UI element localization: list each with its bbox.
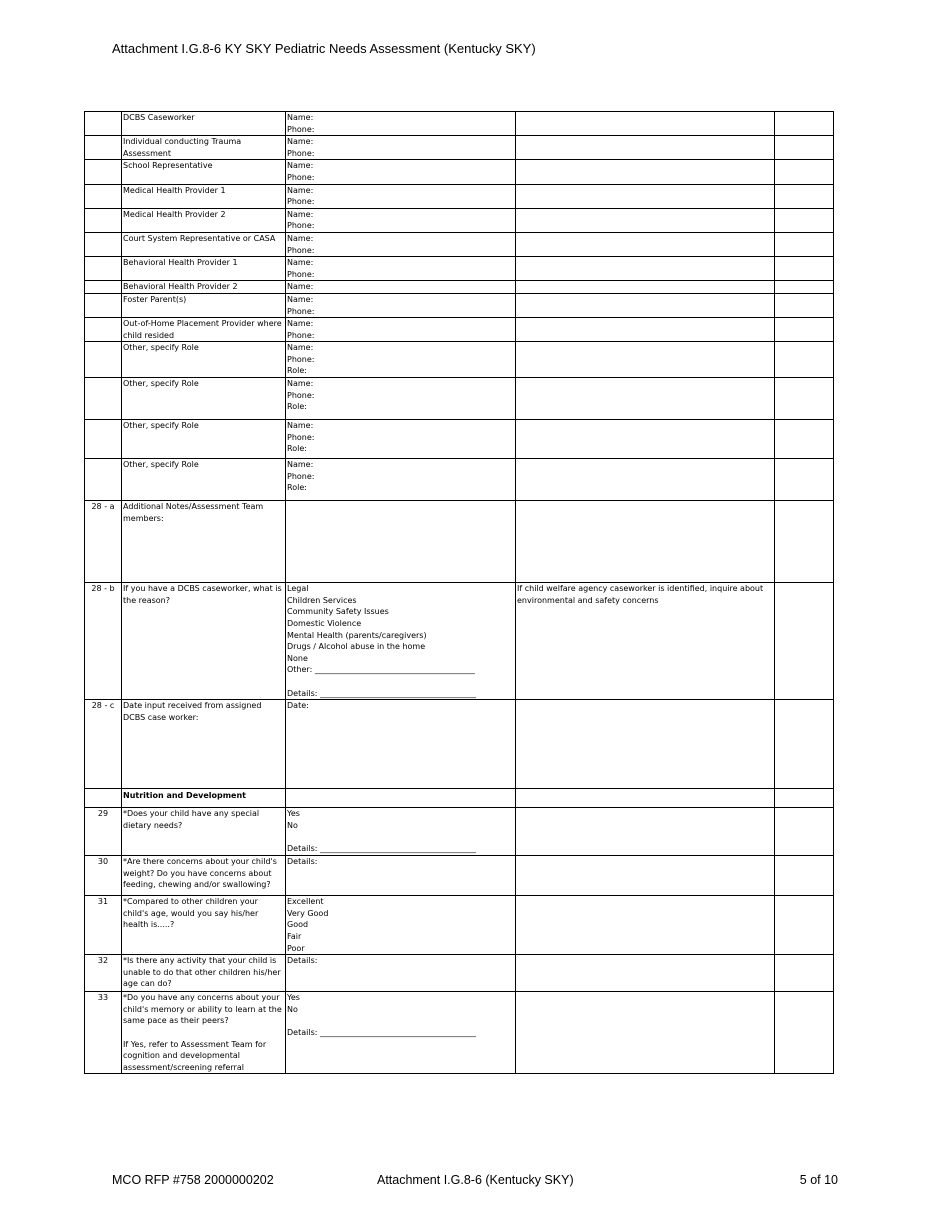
table-row: [85, 208, 834, 232]
table-row: [85, 257, 834, 281]
assessment-table: [84, 111, 834, 1074]
response-fields: [286, 342, 516, 378]
table-row: [85, 992, 834, 1074]
table-row: [85, 583, 834, 700]
extra-column: [775, 583, 834, 700]
response-fields: [286, 293, 516, 317]
response-field[interactable]: Name:: [287, 460, 314, 470]
response-field[interactable]: Name:: [287, 319, 314, 329]
response-fields: [286, 856, 516, 896]
response-field[interactable]: Phone:: [287, 148, 315, 158]
guidance-notes: [516, 318, 775, 342]
extra-column: [775, 501, 834, 583]
guidance-notes: [516, 955, 775, 992]
footer-page-number: 5 of 10: [799, 1173, 838, 1187]
question-label: Behavioral Health Provider 2: [122, 281, 286, 294]
guidance-notes: [516, 896, 775, 955]
table-row: [85, 160, 834, 184]
extra-column: [775, 208, 834, 232]
response-fields: [286, 136, 516, 160]
response-fields: [286, 257, 516, 281]
response-field[interactable]: [287, 676, 514, 688]
extra-column: [775, 459, 834, 501]
response-field[interactable]: Excellent: [287, 897, 324, 907]
extra-column: [775, 281, 834, 294]
response-field[interactable]: Details: _______________________________________: [287, 844, 476, 854]
question-label: Other, specify Role: [122, 378, 286, 420]
response-fields: [286, 700, 516, 789]
response-field[interactable]: Date:: [287, 701, 309, 711]
response-field[interactable]: Details:: [287, 956, 318, 966]
response-field[interactable]: Details: _______________________________________: [287, 1028, 476, 1038]
question-label: *Is there any activity that your child is unable to do that other children his/her age can do?: [122, 955, 286, 992]
table-row: [85, 420, 834, 459]
question-label: Individual conducting Trauma Assessment: [122, 136, 286, 160]
extra-column: [775, 992, 834, 1074]
guidance-notes: [516, 808, 775, 856]
response-fields: [286, 281, 516, 294]
extra-column: [775, 160, 834, 184]
guidance-notes: [516, 378, 775, 420]
section-title-text: Nutrition and Development: [123, 791, 247, 801]
question-number: [85, 342, 122, 378]
question-label: *Do you have any concerns about your child's memory or ability to learn at the same pace as their peers? If Yes, refer to Assessment Team for cognition and developmental assessment/screening referral: [122, 992, 286, 1074]
section-title: [122, 789, 286, 808]
response-field[interactable]: Legal: [287, 584, 309, 594]
question-label: DCBS Caseworker: [122, 112, 286, 136]
question-number: 31: [85, 896, 122, 955]
extra-column: [775, 232, 834, 256]
extra-column: [775, 700, 834, 789]
question-number: [85, 378, 122, 420]
section-header-row: [85, 789, 834, 808]
question-label: Other, specify Role: [122, 342, 286, 378]
response-field[interactable]: Role:: [287, 444, 307, 454]
response-field[interactable]: Phone:: [287, 354, 315, 364]
question-number: 28 - a: [85, 501, 122, 583]
response-field[interactable]: Very Good: [287, 908, 329, 918]
response-field[interactable]: Phone:: [287, 471, 315, 481]
response-field[interactable]: No: [287, 820, 298, 830]
question-label: Other, specify Role: [122, 420, 286, 459]
table-row: [85, 501, 834, 583]
response-fields: [286, 955, 516, 992]
guidance-notes: [516, 700, 775, 789]
question-number: 30: [85, 856, 122, 896]
question-label: Date input received from assigned DCBS case worker:: [122, 700, 286, 789]
guidance-notes: If child welfare agency caseworker is identified, inquire about environmental and safety concerns: [516, 583, 775, 700]
question-number: 28 - b: [85, 583, 122, 700]
question-number: [85, 281, 122, 294]
table-row: [85, 808, 834, 856]
response-field[interactable]: Name:: [287, 282, 314, 292]
question-number: 29: [85, 808, 122, 856]
question-number: [85, 459, 122, 501]
table-row: [85, 342, 834, 378]
extra-column: [775, 318, 834, 342]
question-label: If you have a DCBS caseworker, what is the reason?: [122, 583, 286, 700]
response-fields: [286, 992, 516, 1074]
response-field[interactable]: Drugs / Alcohol abuse in the home: [287, 642, 426, 652]
guidance-notes: [516, 992, 775, 1074]
question-number: 28 - c: [85, 700, 122, 789]
extra-column: [775, 184, 834, 208]
question-label: Court System Representative or CASA: [122, 232, 286, 256]
extra-column: [775, 112, 834, 136]
question-label: *Compared to other children your child's age, would you say his/her health is.....?: [122, 896, 286, 955]
table-row: [85, 136, 834, 160]
question-label: *Does your child have any special dietary needs?: [122, 808, 286, 856]
guidance-notes: [516, 501, 775, 583]
response-field[interactable]: Phone:: [287, 306, 315, 316]
response-field[interactable]: Name:: [287, 137, 314, 147]
guidance-notes: [516, 112, 775, 136]
guidance-notes: [516, 232, 775, 256]
response-field[interactable]: Phone:: [287, 432, 315, 442]
extra-column: [775, 257, 834, 281]
table-row: [85, 378, 834, 420]
response-field[interactable]: Name:: [287, 209, 314, 219]
question-number: 32: [85, 955, 122, 992]
response-field[interactable]: Other: ________________________________________: [287, 665, 475, 675]
footer-rfp: MCO RFP #758 2000000202: [112, 1173, 274, 1187]
response-fields: [286, 583, 516, 700]
table-row: [85, 281, 834, 294]
table-row: [85, 232, 834, 256]
table-row: [85, 184, 834, 208]
guidance-notes: [516, 257, 775, 281]
question-number: 33: [85, 992, 122, 1074]
question-label: Additional Notes/Assessment Team members:: [122, 501, 286, 583]
question-number: [85, 232, 122, 256]
response-fields: [286, 232, 516, 256]
response-field[interactable]: Phone:: [287, 221, 315, 231]
response-field[interactable]: Details: _______________________________________: [287, 688, 476, 698]
question-number: [85, 789, 122, 808]
table-row: [85, 700, 834, 789]
response-fields: [286, 459, 516, 501]
response-fields: [286, 808, 516, 856]
guidance-notes: [516, 856, 775, 896]
guidance-notes: [516, 293, 775, 317]
guidance-notes: [516, 184, 775, 208]
extra-column: [775, 293, 834, 317]
table-row: [85, 856, 834, 896]
response-field[interactable]: Name:: [287, 294, 314, 304]
question-number: [85, 318, 122, 342]
response-field[interactable]: [287, 1015, 514, 1027]
response-field[interactable]: Children Services: [287, 595, 357, 605]
table-row: [85, 896, 834, 955]
response-fields: [286, 378, 516, 420]
response-field[interactable]: Phone:: [287, 330, 315, 340]
response-fields: [286, 896, 516, 955]
response-field[interactable]: Phone:: [287, 390, 315, 400]
response-fields: [286, 160, 516, 184]
question-label: School Representative: [122, 160, 286, 184]
response-field[interactable]: Phone:: [287, 269, 315, 279]
response-field[interactable]: Role:: [287, 402, 307, 412]
response-fields: [286, 318, 516, 342]
response-fields: [286, 208, 516, 232]
response-field[interactable]: [287, 831, 514, 843]
response-field[interactable]: Name:: [287, 113, 314, 122]
response-field[interactable]: Name:: [287, 343, 314, 353]
response-field[interactable]: Role:: [287, 366, 307, 376]
guidance-notes: [516, 160, 775, 184]
response-field[interactable]: Phone:: [287, 172, 315, 182]
question-number: [85, 208, 122, 232]
question-label: Out-of-Home Placement Provider where child resided: [122, 318, 286, 342]
guidance-notes: [516, 789, 775, 808]
response-field[interactable]: None: [287, 653, 308, 663]
response-field[interactable]: Name:: [287, 233, 314, 243]
response-fields: [286, 112, 516, 136]
response-field[interactable]: Phone:: [287, 245, 315, 255]
extra-column: [775, 136, 834, 160]
response-field[interactable]: Name:: [287, 185, 314, 195]
extra-column: [775, 378, 834, 420]
extra-column: [775, 955, 834, 992]
extra-column: [775, 808, 834, 856]
response-field[interactable]: Yes: [287, 809, 300, 819]
response-field[interactable]: Name:: [287, 379, 314, 389]
guidance-notes: [516, 420, 775, 459]
response-field[interactable]: Role:: [287, 483, 307, 493]
response-field[interactable]: Yes: [287, 993, 300, 1003]
response-field[interactable]: Community Safety Issues: [287, 607, 389, 617]
question-number: [85, 136, 122, 160]
response-field[interactable]: Domestic Violence: [287, 619, 362, 629]
response-field[interactable]: Name:: [287, 258, 314, 268]
question-label: Medical Health Provider 1: [122, 184, 286, 208]
response-field[interactable]: No: [287, 1004, 298, 1014]
response-field[interactable]: Mental Health (parents/caregivers): [287, 630, 427, 640]
response-field[interactable]: Good: [287, 920, 309, 930]
response-field[interactable]: Phone:: [287, 124, 315, 134]
guidance-notes: [516, 136, 775, 160]
question-label: Behavioral Health Provider 1: [122, 257, 286, 281]
response-field[interactable]: Poor: [287, 943, 305, 953]
table-row: [85, 955, 834, 992]
response-fields: [286, 789, 516, 808]
extra-column: [775, 856, 834, 896]
response-fields: [286, 420, 516, 459]
response-field[interactable]: Details:: [287, 857, 318, 867]
extra-column: [775, 896, 834, 955]
response-field[interactable]: Phone:: [287, 197, 315, 207]
response-field[interactable]: Fair: [287, 932, 302, 942]
question-label: *Are there concerns about your child's weight? Do you have concerns about feeding, chewing and/or swallowing?: [122, 856, 286, 896]
guidance-notes: [516, 208, 775, 232]
response-fields: [286, 501, 516, 583]
extra-column: [775, 420, 834, 459]
page-header: Attachment I.G.8-6 KY SKY Pediatric Needs Assessment (Kentucky SKY): [112, 41, 536, 56]
question-number: [85, 160, 122, 184]
table-row: [85, 318, 834, 342]
guidance-notes: [516, 281, 775, 294]
guidance-notes: [516, 342, 775, 378]
response-field[interactable]: Name:: [287, 161, 314, 171]
footer-attachment: Attachment I.G.8-6 (Kentucky SKY): [377, 1173, 574, 1187]
question-label: Medical Health Provider 2: [122, 208, 286, 232]
table-row: [85, 293, 834, 317]
extra-column: [775, 789, 834, 808]
question-number: [85, 257, 122, 281]
question-label: Foster Parent(s): [122, 293, 286, 317]
question-number: [85, 184, 122, 208]
response-fields: [286, 184, 516, 208]
question-label: Other, specify Role: [122, 459, 286, 501]
table-row: [85, 459, 834, 501]
question-number: [85, 112, 122, 136]
extra-column: [775, 342, 834, 378]
question-number: [85, 293, 122, 317]
response-field[interactable]: Name:: [287, 421, 314, 431]
guidance-notes: [516, 459, 775, 501]
question-number: [85, 420, 122, 459]
table-row: [85, 112, 834, 136]
